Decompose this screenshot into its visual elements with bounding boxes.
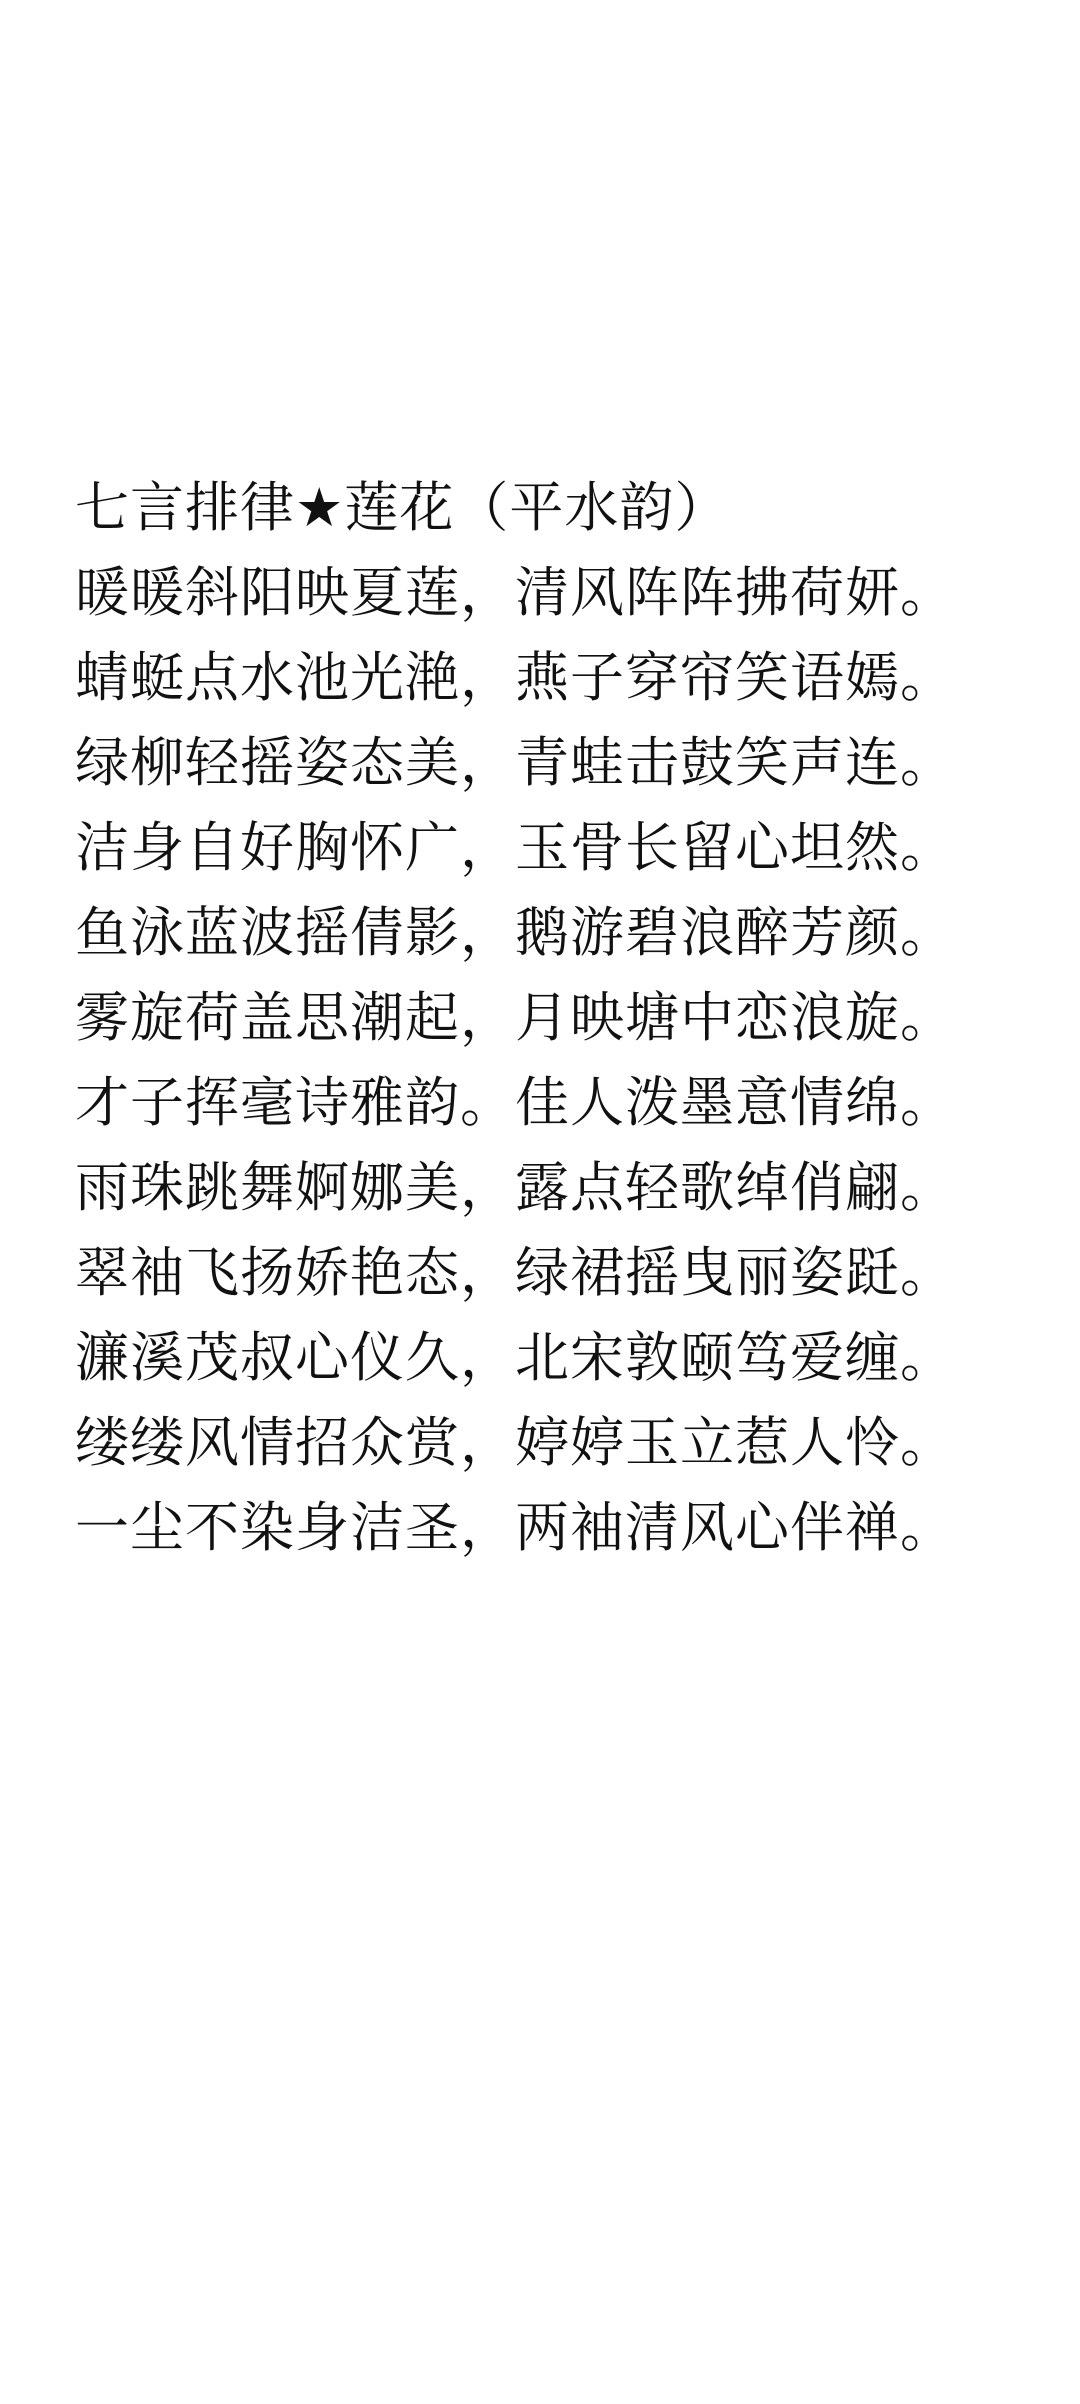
poem-lines [75,550,1035,1570]
poem-line: 洁身自好胸怀广，玉骨长留心坦然。 [75,816,955,879]
poem-line: 雨珠跳舞婀娜美，露点轻歌绰俏翩。 [75,1156,955,1219]
poem-line: 缕缕风情招众赏，婷婷玉立惹人怜。 [75,1411,955,1474]
poem-line: 绿柳轻摇姿态美，青蛙击鼓笑声连。 [75,731,955,794]
poem-line: 鱼泳蓝波摇倩影，鹅游碧浪醉芳颜。 [75,901,955,964]
poem-line: 蜻蜓点水池光滟，燕子穿帘笑语嫣。 [75,646,955,709]
poem-line: 翠袖飞扬娇艳态，绿裙摇曳丽姿跹。 [75,1241,955,1304]
poem-line: 暖暖斜阳映夏莲，清风阵阵拂荷妍。 [75,561,955,624]
poem-line: 一尘不染身洁圣，两袖清风心伴禅。 [75,1496,955,1559]
poem-container [75,465,1035,1570]
poem-title: 七言排律★莲花（平水韵） [75,476,730,539]
poem-line: 雾旋荷盖思潮起，月映塘中恋浪旋。 [75,986,955,1049]
poem-line: 才子挥毫诗雅韵。佳人泼墨意情绵。 [75,1071,955,1134]
poem-line: 濂溪茂叔心仪久，北宋敦颐笃爱缠。 [75,1326,955,1389]
